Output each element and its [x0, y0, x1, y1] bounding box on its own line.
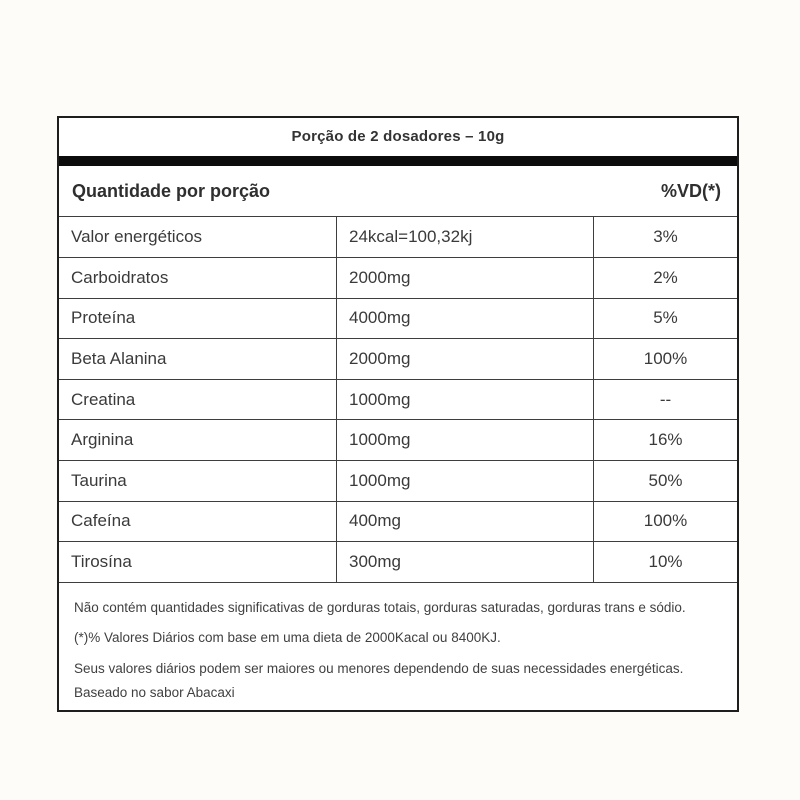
serving-size-row: [59, 118, 737, 156]
nutrition-facts-panel: [57, 116, 739, 712]
nutrient-name-cell: Arginina: [59, 419, 336, 460]
daily-value-header: %VD(*): [660, 180, 721, 201]
serving-size-title: Porção de 2 dosadores – 10g: [291, 128, 505, 146]
nutrient-dv-cell: 100%: [593, 338, 737, 379]
nutrient-dv-cell: 10%: [593, 541, 737, 582]
nutrient-dv-cell: 5%: [593, 298, 737, 339]
nutrient-name-cell: Cafeína: [59, 501, 336, 542]
nutrient-dv-cell: 50%: [593, 460, 737, 501]
nutrient-dv-cell: 16%: [593, 419, 737, 460]
quantity-per-serving-header: Quantidade por porção: [72, 180, 271, 201]
nutrient-amount-cell: 4000mg: [336, 298, 593, 339]
nutrient-amount-cell: 1000mg: [336, 460, 593, 501]
nutrient-amount-cell: 2000mg: [336, 257, 593, 298]
nutrient-amount-cell: 1000mg: [336, 419, 593, 460]
nutrient-name-cell: Valor energéticos: [59, 216, 336, 257]
footnotes: [59, 582, 737, 710]
nutrient-name-cell: Taurina: [59, 460, 336, 501]
nutrient-amount-cell: 1000mg: [336, 379, 593, 420]
table-header-row: [59, 166, 737, 217]
nutrient-amount-cell: 24kcal=100,32kj: [336, 216, 593, 257]
footnote-line: Baseado no sabor Abacaxi: [74, 685, 235, 701]
footnote-line: (*)% Valores Diários com base em uma dieta de 2000Kacal ou 8400KJ.: [74, 630, 501, 646]
nutrient-name-cell: Carboidratos: [59, 257, 336, 298]
nutrient-name-cell: Creatina: [59, 379, 336, 420]
nutrient-amount-cell: 300mg: [336, 541, 593, 582]
nutrient-dv-cell: 100%: [593, 501, 737, 542]
nutrient-name-cell: Proteína: [59, 298, 336, 339]
nutrient-name-cell: Tirosína: [59, 541, 336, 582]
footnote-line: Não contém quantidades significativas de gorduras totais, gorduras saturadas, gorduras trans e sódio.: [74, 599, 686, 615]
thick-divider-bar: [59, 156, 737, 166]
nutrient-dv-cell: 2%: [593, 257, 737, 298]
nutrient-dv-cell: --: [593, 379, 737, 420]
nutrition-rows: [59, 216, 737, 581]
nutrient-amount-cell: 400mg: [336, 501, 593, 542]
footnote-line: Seus valores diários podem ser maiores ou menores dependendo de suas necessidades energéticas.: [74, 660, 684, 676]
nutrient-dv-cell: 3%: [593, 216, 737, 257]
nutrient-amount-cell: 2000mg: [336, 338, 593, 379]
nutrient-name-cell: Beta Alanina: [59, 338, 336, 379]
